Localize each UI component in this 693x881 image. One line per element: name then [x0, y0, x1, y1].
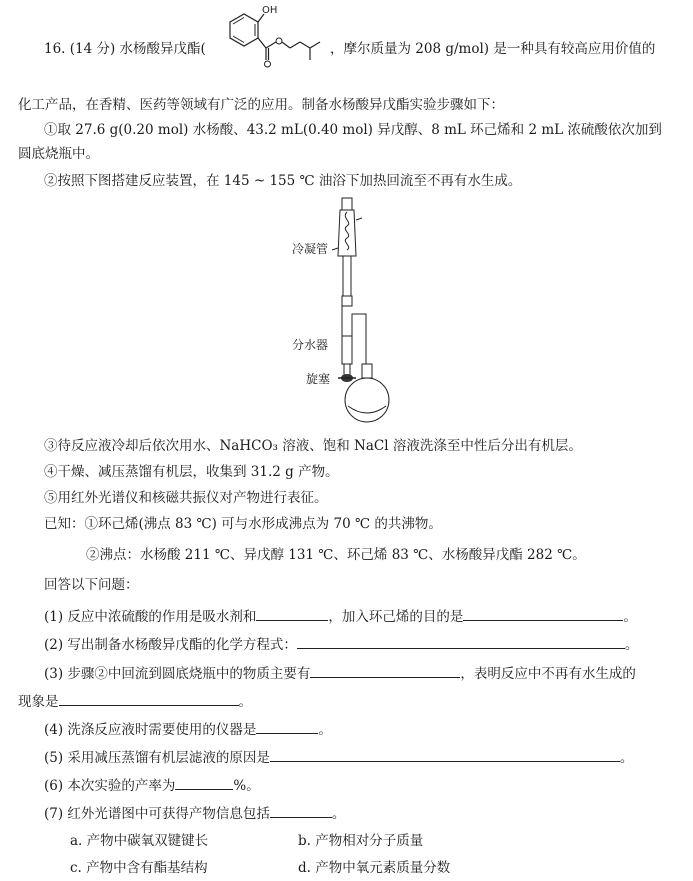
q1-period: 。	[623, 609, 637, 625]
label-stopcock: 旋塞	[306, 372, 331, 386]
q3-blank-2[interactable]	[59, 691, 239, 706]
question-header-pre: 16. (14 分) 水杨酸异戊酯(	[44, 41, 206, 57]
q1-blank-2[interactable]	[463, 606, 623, 621]
q5-period: 。	[619, 750, 634, 766]
step-3: ③待反应液冷却后依次用水、NaHCO₃ 溶液、饱和 NaCl 溶液洗涤至中性后分出有机层。	[44, 438, 582, 454]
q4-blank[interactable]	[256, 719, 318, 734]
q7-period: 。	[331, 806, 346, 822]
q1	[44, 606, 637, 626]
q5-text: (5) 采用减压蒸馏有机层滤液的原因是	[44, 750, 270, 766]
q4-text: (4) 洗涤反应液时需要使用的仪器是	[44, 722, 257, 738]
q3-text-b: ，表明反应中不再有水生成的	[460, 666, 636, 682]
oh-label: OH	[262, 5, 278, 16]
step-1b: 圆底烧瓶中。	[18, 146, 99, 162]
q2-text: (2) 写出制备水杨酸异戊酯的化学方程式：	[44, 637, 297, 653]
q5-blank[interactable]	[270, 747, 620, 762]
isoamyl-salicylate-structure	[210, 4, 330, 74]
step-1a: ①取 27.6 g(0.20 mol) 水杨酸、43.2 mL(0.40 mol) 异戊醇、8 mL 环己烯和 2 mL 浓硫酸依次加到	[44, 122, 662, 138]
label-condenser: 冷凝管	[292, 242, 329, 256]
q4-period: 。	[318, 722, 332, 738]
known-2: ②沸点：水杨酸 211 ℃、异戊醇 131 ℃、环己烯 83 ℃、水杨酸异戊酯 282 ℃。	[86, 547, 586, 563]
q5	[44, 747, 633, 767]
step-5: ⑤用红外光谱仪和核磁共振仪对产物进行表征。	[44, 490, 328, 506]
q1-blank-1[interactable]	[256, 606, 328, 621]
q3-cont	[18, 691, 252, 711]
q6-text-b: %。	[233, 778, 260, 794]
question-header	[44, 40, 206, 58]
q3	[44, 663, 636, 683]
q3-blank-1[interactable]	[310, 663, 460, 678]
known-1: 已知：①环己烯(沸点 83 ℃) 可与水形成沸点为 70 ℃ 的共沸物。	[44, 516, 442, 532]
q3-period: 。	[238, 694, 252, 710]
q2-period: 。	[624, 637, 639, 653]
q1-text-b: ，加入环己烯的目的是	[328, 609, 464, 625]
q1-text-a: (1) 反应中浓硫酸的作用是吸水剂和	[44, 609, 257, 625]
q6-blank[interactable]	[175, 775, 233, 790]
question-header-post	[330, 40, 655, 58]
header-post-text: ，摩尔质量为 208 g/mol) 是一种具有较高应用价值的	[330, 41, 656, 57]
option-a[interactable]: a. 产物中碳氧双键键长	[70, 833, 209, 849]
q3-text-a: (3) 步骤②中回流到圆底烧瓶中的物质主要有	[44, 666, 311, 682]
option-d[interactable]: d. 产物中氧元素质量分数	[298, 860, 451, 876]
q2-blank[interactable]	[297, 634, 625, 649]
step-4: ④干燥、减压蒸馏有机层，收集到 31.2 g 产物。	[44, 464, 339, 480]
q7-text: (7) 红外光谱图中可获得产物信息包括	[44, 806, 270, 822]
label-separator: 分水器	[292, 338, 329, 352]
option-b[interactable]: b. 产物相对分子质量	[298, 833, 424, 849]
q2	[44, 634, 638, 654]
answer-intro: 回答以下问题：	[44, 577, 139, 593]
reflux-apparatus	[270, 196, 420, 424]
q7	[44, 803, 345, 823]
q6	[44, 775, 260, 795]
option-c[interactable]: c. 产物中含有酯基结构	[70, 860, 208, 876]
apparatus-drawing	[270, 196, 420, 424]
intro-line: 化工产品，在香精、医药等领域有广泛的应用。制备水杨酸异戊酯实验步骤如下：	[18, 97, 504, 113]
q7-blank[interactable]	[270, 803, 332, 818]
q6-text-a: (6) 本次实验的产率为	[44, 778, 176, 794]
q3-text-c: 现象是	[18, 694, 59, 710]
q4	[44, 719, 332, 739]
step-2: ②按照下图搭建反应装置，在 145 ~ 155 ℃ 油浴下加热回流至不再有水生成。	[44, 173, 522, 189]
